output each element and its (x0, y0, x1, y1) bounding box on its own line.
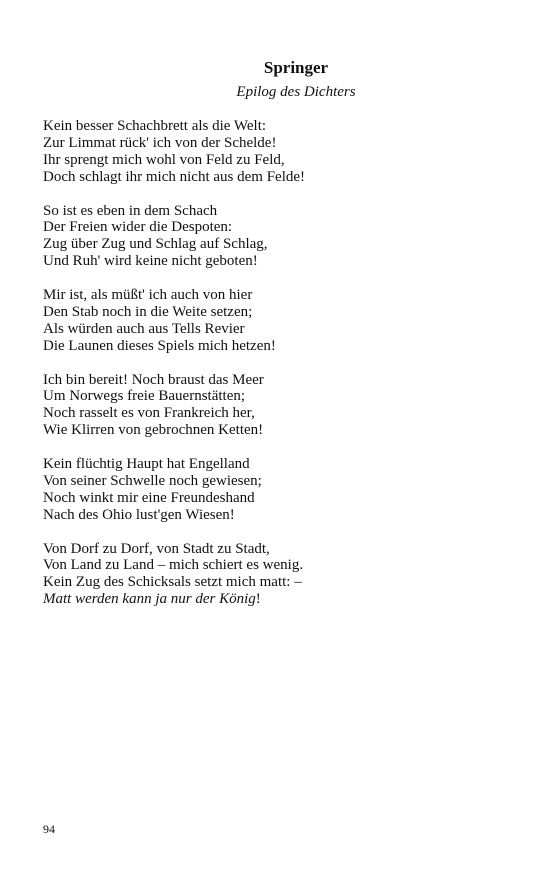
stanza (43, 541, 503, 609)
poem-line: Von seiner Schwelle noch gewiesen; (43, 472, 262, 489)
poem-subtitle: Epilog des Dichters (236, 84, 356, 100)
poem-line: Ihr sprengt mich wohl von Feld zu Feld, (43, 151, 285, 168)
poem-line: So ist es eben in dem Schach (43, 202, 218, 219)
poem-line: Doch schlagt ihr mich nicht aus dem Felde! (43, 168, 306, 185)
poem-line: Die Launen dieses Spiels mich hetzen! (43, 337, 276, 354)
poem-line: Um Norwegs freie Bauernstätten; (43, 388, 246, 405)
stanza (43, 287, 503, 355)
poem-line: Ich bin bereit! Noch braust das Meer (43, 371, 264, 388)
poem-line-final (43, 591, 503, 608)
poem-line: Von Dorf zu Dorf, von Stadt zu Stadt, (43, 540, 270, 557)
poem-line: Kein besser Schachbrett als die Welt: (43, 118, 267, 134)
stanza (43, 456, 503, 524)
stanza (43, 118, 503, 186)
poem-line: Von Land zu Land – mich schiert es wenig. (43, 557, 304, 574)
poem-line: Noch winkt mir eine Freundeshand (43, 489, 255, 506)
poem-line: Zur Limmat rück' ich von der Schelde! (43, 134, 277, 151)
poem-line: Und Ruh' wird keine nicht geboten! (43, 253, 258, 270)
poem-line: Nach des Ohio lust'gen Wiesen! (43, 506, 235, 523)
poem-line: Der Freien wider die Despoten: (43, 219, 233, 236)
stanza (43, 372, 503, 440)
stanza (43, 203, 503, 271)
poem-line: Mir ist, als müßt' ich auch von hier (43, 287, 253, 304)
final-line-tail: ! (255, 591, 261, 608)
poem-line: Kein Zug des Schicksals setzt mich matt: – (43, 574, 302, 591)
poem-line: Zug über Zug und Schlag auf Schlag, (43, 236, 268, 253)
poem-line: Als würden auch aus Tells Revier (43, 320, 245, 337)
poem-line: Kein flüchtig Haupt hat Engelland (43, 456, 250, 473)
final-line-italic: Matt werden kann ja nur der König (43, 591, 256, 608)
poem-line: Wie Klirren von gebrochnen Ketten! (43, 422, 264, 439)
poem-title: Springer (263, 58, 329, 77)
poem-line: Noch rasselt es von Frankreich her, (43, 405, 255, 422)
poem-line: Den Stab noch in die Weite setzen; (43, 303, 253, 320)
page-number: 94 (43, 822, 55, 836)
poem-body (43, 118, 503, 625)
